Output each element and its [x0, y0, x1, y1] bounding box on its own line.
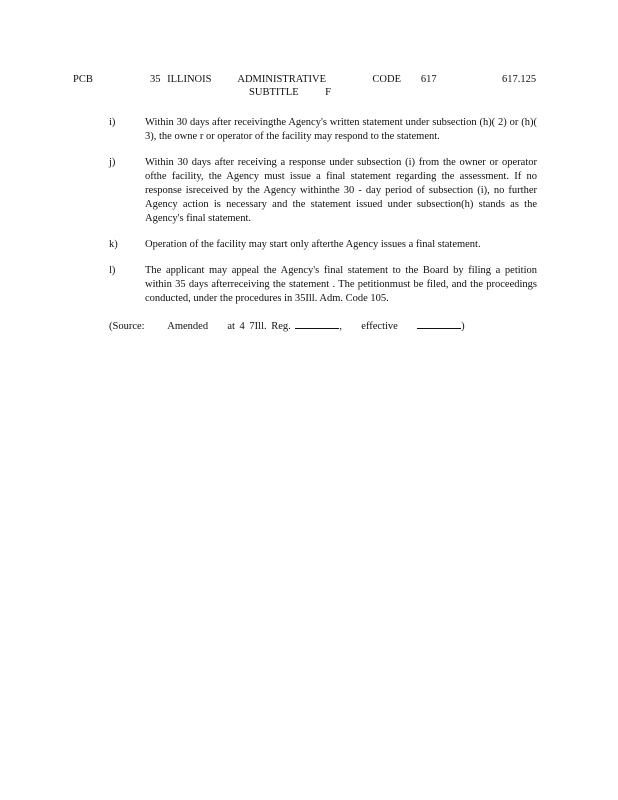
subsection-label: l)	[109, 265, 116, 276]
header-section-number: 617.125	[502, 74, 537, 85]
source-open: (Source:	[109, 321, 145, 332]
subsection-text: Within 30 days after receivingthe Agency's written statement under subsection (h)( 2) or (h)( 3), the owne r or operator of the facility may respond to the statement.	[145, 117, 537, 142]
source-register: at 4 7Ill. Reg.	[227, 321, 291, 332]
subsection-l	[109, 264, 537, 306]
subsection-text: The applicant may appeal the Agency's final statement to the Board by filing a petition within 35 days afterreceiving the statement . The petitionmust be filed, and the proceedings conducted, under the procedures in 35Ill. Adm. Code 105.	[145, 265, 537, 304]
document-body	[109, 116, 537, 334]
subsection-i	[109, 116, 537, 144]
register-blank	[295, 318, 339, 329]
source-close: )	[461, 321, 465, 332]
source-amended: Amended	[167, 321, 209, 332]
subsection-label: k)	[109, 239, 118, 250]
header-center	[150, 73, 437, 99]
source-effective: effective	[361, 321, 398, 332]
subsection-label: j)	[109, 157, 116, 168]
header-left-pcb: PCB	[73, 74, 93, 85]
subsection-j	[109, 156, 537, 226]
header-subtitle: SUBTITLE F	[249, 87, 331, 98]
source-note: (Source: Amended at 4 7Ill. Reg. , effective )	[109, 318, 537, 334]
effective-date-blank	[417, 318, 461, 329]
header-title: 35 ILLINOIS ADMINISTRATIVE CODE 617	[150, 74, 437, 85]
subsection-label: i)	[109, 117, 116, 128]
subsection-text: Operation of the facility may start only afterthe Agency issues a final statement.	[145, 239, 481, 250]
subsection-text: Within 30 days after receiving a response under subsection (i) from the owner or operator ofthe facility, the Agency must issue a final statement regarding the assessment. If no response isreceived by the Agency withinthe 30 - day period of subsection (i), no further Agency action is necessary and the statement issued under subsection(h) stands as the Agency's final statement.	[145, 157, 537, 224]
subsection-k	[109, 238, 537, 252]
